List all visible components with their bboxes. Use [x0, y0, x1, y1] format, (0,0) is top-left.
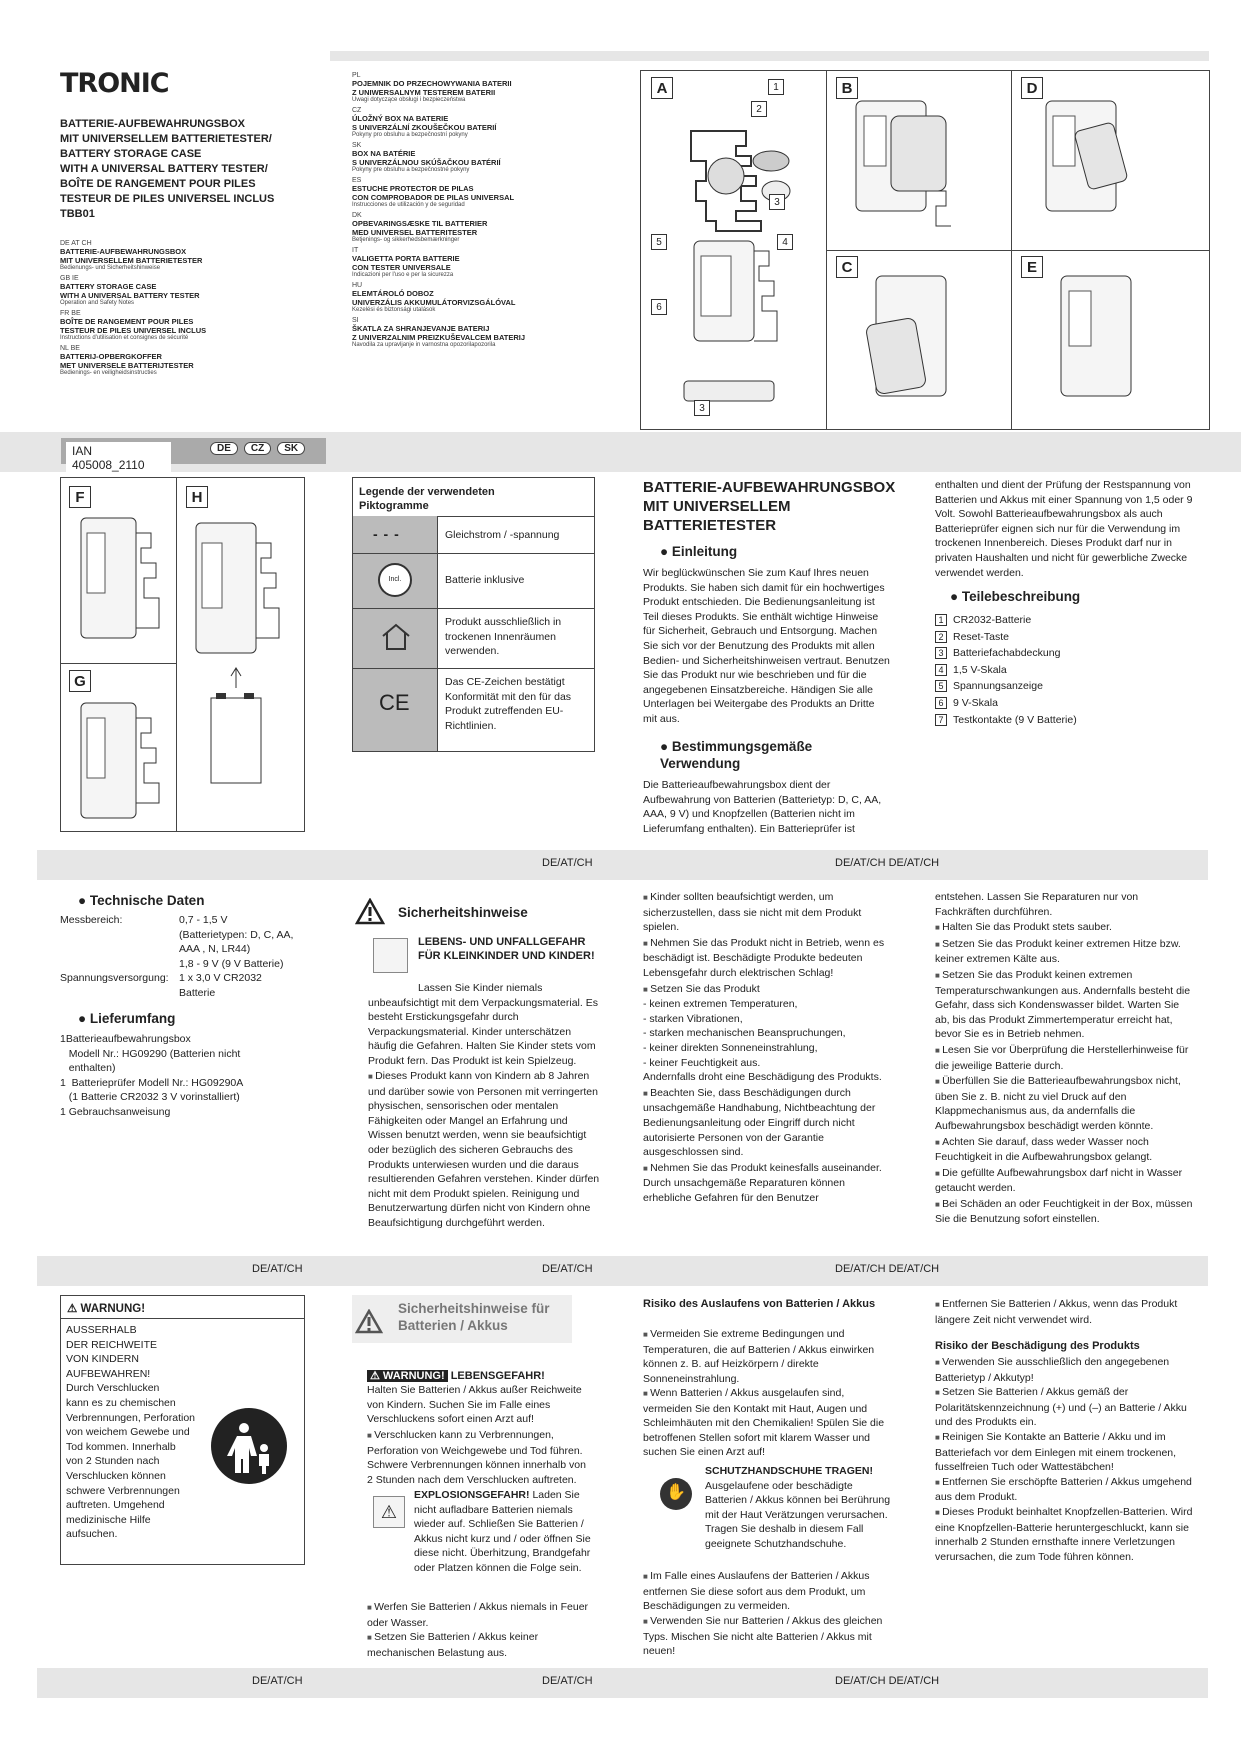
lang-entry: [60, 345, 320, 376]
lang-codes: IT: [352, 247, 359, 254]
lang-entry: [60, 275, 320, 306]
tech-value: (Batterietypen: D, C, AA,: [179, 928, 294, 941]
part-number: 2: [935, 631, 947, 643]
brand-logo: TRONIC: [60, 68, 169, 99]
part-number: 3: [935, 647, 947, 659]
lang-codes: GB IE: [60, 275, 79, 282]
tech-key: [60, 986, 179, 1001]
lang-title: BATTERIJ-OPBERGKOFFER MET UNIVERSELE BATTERIJTESTER: [60, 352, 194, 370]
scope-list: [60, 1032, 300, 1120]
tech-row: [60, 971, 300, 986]
leak-heading: Risiko des Auslaufens von Batterien / Akkus: [643, 1298, 876, 1310]
tech-value: Batterie: [179, 986, 216, 999]
legend-text-2: Batterie inklusive: [445, 574, 525, 586]
life-danger-heading: LEBENS- UND UNFALLGEFAHR FÜR KLEINKINDER UND KINDER!: [418, 936, 595, 962]
intro-text: Wir beglückwünschen Sie zum Kauf Ihres neuen Produkts. Sie haben sich damit für ein hochwertiges Produkt entschieden. Die Bedienungsanleitung ist Teil dieses Produkts. Sie enthält wichtige Hinweise für Sicherheit, Gebrauch und Entsorgung. Machen Sie sich vor der Benutzung des Produkts mit allen Bedien- und Sicherheitshinweisen vertraut. Benutzen Sie das Produkt nur wie beschrieben und für die angegebenen Einsatzbereiche. Händigen Sie alle Unterlagen bei Weitergabe des Produkts an Dritte mit aus.: [643, 567, 890, 725]
scope-item: 1 Batterieprüfer Modell Nr.: HG09290A: [60, 1076, 244, 1089]
lang-badge: DE: [210, 442, 238, 455]
damage-item: ■ Verwenden Sie ausschließlich den angegebenen Batterietyp / Akkutyp!: [935, 1355, 1195, 1385]
lang-subtitle: Instructions d'utilisation et consignes de sécurité: [60, 335, 189, 341]
lang-subtitle: Operation and Safety Notes: [60, 300, 135, 306]
cover-title-line: WITH A UNIVERSAL BATTERY TESTER/: [60, 163, 268, 175]
lang-title: BOX NA BATÉRIE S UNIVERZÁLNOU SKÚŠAČKOU BATÉRIÍ: [352, 149, 501, 167]
safety-bullet: ■ Kinder sollten beaufsichtigt werden, um sicherzustellen, dass sie nicht mit dem Produkt spielen.: [643, 890, 895, 935]
lang-codes: SI: [352, 317, 359, 324]
lang-codes: PL: [352, 72, 361, 79]
lang-subtitle: Navodila za upravljanje in varnostna opozorilapozorila: [352, 342, 496, 348]
part-item: [935, 713, 1077, 728]
figure-h-drawing: [186, 518, 301, 828]
lang-codes: SK: [352, 142, 362, 149]
lang-codes: ES: [352, 177, 362, 184]
lang-codes: FR BE: [60, 310, 81, 317]
pictogram-legend: [352, 477, 595, 752]
lang-entry: [60, 240, 320, 271]
leak-text-4: ■ Verwenden Sie nur Batterien / Akkus des gleichen Typs. Mischen Sie nicht alte Batterien / Akkus mit neuen!: [643, 1614, 895, 1659]
lang-subtitle: Instrucciones de utilización y de seguridad: [352, 202, 465, 208]
lang-entry: [352, 177, 652, 208]
ce-mark-icon: CE: [379, 690, 410, 715]
warning-box: [60, 1295, 305, 1565]
safety-bullet: ■ Setzen Sie das Produkt - keinen extremen Temperaturen, - starken Vibrationen, - starken mechanischen Beanspruchungen, - keiner direkten Sonneneinstrahlung, - keiner Feuchtigkeit aus. Andernfalls droht eine Beschädigung des Produkts.: [643, 982, 895, 1085]
cover-title-line: BOÎTE DE RANGEMENT POUR PILES: [60, 178, 256, 190]
safety-bullet: ■ Nehmen Sie das Produkt nicht in Betrieb, wenn es beschädigt ist. Beschädigte Produkte bedeuten Lebensgefahr durch elektrischen Schlag!: [643, 936, 895, 981]
lang-codes: DK: [352, 212, 362, 219]
part-label: 9 V-Skala: [953, 696, 998, 709]
gloves-body: Ausgelaufene oder beschädigte Batterien / Akkus können bei Berührung mit der Haut Verätzungen verursachen. Tragen Sie deshalb in diesem Fall geeignete Schutzhandschuhe.: [705, 1479, 891, 1550]
lang-title: ÚLOŽNÝ BOX NA BATERIE S UNIVERZÁLNÍ ZKOUŠEČKOU BATERIÍ: [352, 114, 497, 132]
safety-bullet: ■ Lesen Sie vor Überprüfung die Herstellerhinweise für die jeweilige Batterie durch.: [935, 1043, 1195, 1073]
lang-title: BOÎTE DE RANGEMENT POUR PILES TESTEUR DE PILES UNIVERSEL INCLUS: [60, 317, 207, 335]
lang-entry: [352, 142, 652, 173]
footer-3a: DE/AT/CH: [252, 1675, 303, 1687]
lang-badges: [210, 442, 305, 455]
remove-batteries-text: ■ Entfernen Sie Batterien / Akkus, wenn das Produkt längere Zeit nicht verwendet wird.: [935, 1297, 1195, 1327]
intro-heading: ● Einleitung: [660, 543, 737, 560]
part-item: [935, 613, 1077, 628]
lang-codes: DE AT CH: [60, 240, 92, 247]
footer-band-3: [37, 1668, 1208, 1698]
lang-title: BATTERIE-AUFBEWAHRUNGSBOX MIT UNIVERSELLEM BATTERIETESTER: [60, 247, 203, 265]
warning-line: von weichem Gewebe und: [66, 1426, 190, 1439]
keep-from-children-icon: [209, 1406, 289, 1486]
safety-heading: Sicherheitshinweise: [398, 905, 528, 920]
safety-bullet: ■ Beachten Sie, dass Beschädigungen durch unsachgemäße Handhabung, Nichtbeachtung der Bedienungsanleitung oder Eingriff durch nicht autorisierte Personen von der Garantie ausgeschlossen sind.: [643, 1086, 895, 1160]
footer-1a: DE/AT/CH: [542, 857, 593, 869]
scope-item: Modell Nr.: HG09290 (Batterien nicht: [60, 1047, 241, 1060]
ian-number: IAN 405008_2110: [66, 442, 171, 474]
part-label: Spannungsanzeige: [953, 680, 1043, 693]
lang-entry: [352, 212, 652, 243]
figure-d-drawing: [1021, 96, 1196, 246]
tech-value: 0,7 - 1,5 V: [179, 914, 228, 926]
lang-entry: [352, 247, 652, 278]
tech-key: Messbereich:: [60, 914, 123, 926]
cover-title-line: BATTERY STORAGE CASE: [60, 148, 202, 160]
gloves-heading: SCHUTZHANDSCHUHE TRAGEN!: [705, 1465, 873, 1477]
tech-value: 1,8 - 9 V (9 V Batterie): [179, 957, 284, 970]
intended-use-text-cont: enthalten und dient der Prüfung der Restspannung von Batterien und Akkus mit einer Spannung von 1,5 oder 9 Volt. Sowohl Batterieaufbewahrungsbox als auch Batterieprüfer eignen sich nur für die Verwendung im trockenen Innenbereich. Dieses Produkt darf nur in privaten Haushalten und nicht für gewerbliche Zwecke verwendet werden.: [935, 479, 1193, 579]
safety-col-3: [643, 890, 895, 1206]
lang-title: VALIGETTA PORTA BATTERIE CON TESTER UNIVERSALE: [352, 254, 460, 272]
figure-label-f: F: [69, 486, 91, 508]
warning-line: kann es zu chemischen: [66, 1396, 176, 1409]
figure-g-drawing: [71, 698, 171, 828]
warning-line: von 2 Stunden nach: [66, 1455, 160, 1468]
tech-data: [60, 913, 300, 1001]
child-hazard-icon: [373, 938, 408, 973]
part-label: Testkontakte (9 V Batterie): [953, 713, 1077, 726]
leak-text-3: ■ Im Falle eines Auslaufens der Batterien / Akkus entfernen Sie diese sofort aus dem Produkt, um Beschädigungen zu vermeiden.: [643, 1569, 895, 1614]
lang-subtitle: Kezelési és biztonsági utalások: [352, 307, 436, 313]
warning-triangle-icon-2: [355, 1309, 383, 1334]
warning-line: Durch Verschlucken: [66, 1382, 160, 1395]
damage-item: ■ Dieses Produkt beinhaltet Knopfzellen-Batterien. Wird eine Knopfzellen-Batterie heruntergeschluckt, kann sie innerhalb 2 Stunden ernsthafte innere Verletzungen verursachen, die zum Tode führen können.: [935, 1505, 1195, 1564]
safety-bullet: ■ Bei Schäden an oder Feuchtigkeit in der Box, müssen Sie die Benutzung sofort einstellen.: [935, 1197, 1195, 1227]
footer-band-1: [37, 850, 1208, 880]
legend-text-1: Gleichstrom / -spannung: [445, 529, 560, 541]
part-number: 1: [935, 614, 947, 626]
warning-line: medizinische Hilfe: [66, 1513, 151, 1526]
damage-item: ■ Setzen Sie Batterien / Akkus gemäß der Polaritätskennzeichnung (+) und (–) an Batterie / Akku und des Produkts ein.: [935, 1385, 1195, 1430]
gloves-icon: ✋: [660, 1478, 692, 1510]
lang-entry: [352, 317, 652, 348]
tech-heading: ● Technische Daten: [78, 892, 204, 909]
callout-3: 3: [769, 194, 785, 210]
legend-title: Legende der verwendeten Piktogramme: [359, 486, 495, 512]
warning-line: AUSSERHALB: [66, 1324, 137, 1336]
intended-use-text: Die Batterieaufbewahrungsbox dient der Aufbewahrung von Batterien (Batterietyp: D, C, AA, AAA, 9 V) und Knopfzellen (Batterien nicht im Lieferumfang enthalten). Ein Batterieprüfer ist: [643, 779, 882, 835]
intended-use-heading: ● Bestimmungsgemäße Verwendung: [660, 738, 890, 772]
warning-line: AUFBEWAHREN!: [66, 1367, 151, 1380]
lang-subtitle: Betjenings- og sikkerhedsbemærkninger: [352, 237, 460, 243]
part-item: [935, 630, 1077, 645]
lang-entry: [352, 107, 652, 138]
part-number: 6: [935, 697, 947, 709]
part-label: Reset-Taste: [953, 630, 1010, 643]
figure-label-h: H: [186, 486, 208, 508]
tech-row: [60, 957, 300, 972]
tech-key: Spannungsversorgung:: [60, 972, 169, 985]
figure-panel-top: [640, 70, 1210, 430]
warning-line: Verbrennungen, Perforation: [66, 1411, 196, 1424]
warning-line: aufsuchen.: [66, 1528, 118, 1541]
warning-line: auftreten. Umgehend: [66, 1499, 165, 1512]
tech-row: [60, 928, 300, 943]
warning-box-text: [66, 1323, 206, 1542]
part-label: CR2032-Batterie: [953, 614, 1032, 626]
lang-title: OPBEVARINGSÆSKE TIL BATTERIER MED UNIVERSEL BATTERITESTER: [352, 219, 488, 237]
gloves-text: [705, 1464, 895, 1552]
callout-2: 2: [751, 101, 767, 117]
tech-row: [60, 942, 300, 957]
explosion-icon: ⚠: [373, 1496, 405, 1528]
leak-text-2: ■ Wenn Batterien / Akkus ausgelaufen sind, vermeiden Sie den Kontakt mit Haut, Augen und Schleimhäuten mit den Chemikalien! Spülen Sie die betroffenen Stellen sofort mit klarem Wasser und suchen Sie einen Arzt auf!: [643, 1386, 895, 1460]
lang-subtitle: Bedienungs- und Sicherheitshinweise: [60, 265, 161, 271]
part-item: [935, 646, 1077, 661]
warning-box-title-text: WARNUNG!: [80, 1303, 146, 1315]
warning-triangle-icon: [355, 898, 385, 925]
tech-value: AAA , N, LR44): [179, 943, 251, 956]
footer-band-2: [37, 1256, 1208, 1286]
warning-label-text: WARNUNG!: [382, 1370, 445, 1382]
part-label: 1,5 V-Skala: [953, 663, 1007, 676]
life-danger-text-2: ■ Dieses Produkt kann von Kindern ab 8 Jahren und darüber sowie von Personen mit verringerten physischen, sensorischen oder mentalen Fähigkeiten oder Mangel an Erfahrung und Wissen benutzt werden, wenn sie beaufsichtigt oder bezüglich des sicheren Gebrauchs des Produkts unterwiesen wurden und die daraus resultierenden Gefahren verstehen. Kinder dürfen nicht mit dem Produkt spielen. Reinigung und Benutzerwartung dürfen nicht von Kindern ohne Beaufsichtigung durchgeführt werden.: [368, 1069, 600, 1231]
figure-label-g: G: [69, 670, 91, 692]
part-item: [935, 679, 1077, 694]
scope-heading: ● Lieferumfang: [78, 1010, 175, 1027]
warning-line: Tod kommen. Innerhalb: [66, 1440, 176, 1453]
life-danger-label: LEBENSGEFAHR!: [450, 1370, 545, 1382]
dc-symbol-icon: - - -: [373, 526, 400, 542]
part-item: [935, 663, 1077, 678]
lang-subtitle: Bedienings- en veiligheidsinstructies: [60, 370, 157, 376]
cover-top-band: [330, 51, 1209, 61]
tech-value: 1 x 3,0 V CR2032: [179, 972, 262, 985]
parts-list: [935, 613, 1077, 729]
figure-label-a: A: [651, 77, 673, 99]
scope-item: enthalten): [60, 1062, 116, 1075]
lang-subtitle: Pokyny pro obsluhu a bezpečnostní pokyny: [352, 132, 468, 138]
leak-text-1: ■ Vermeiden Sie extreme Bedingungen und Temperaturen, die auf Batterien / Akkus einwirken können z. B. auf Heizkörpern / direkte Sonneneinstrahlung.: [643, 1327, 895, 1386]
lang-entry: [60, 310, 320, 341]
figure-f-drawing: [71, 513, 171, 658]
cover-lang-list-2: [352, 72, 652, 352]
lang-subtitle: Pokyny pre obsluhu a bezpečnostné pokyny: [352, 167, 470, 173]
damage-item: ■ Reinigen Sie Kontakte an Batterie / Akku und im Batteriefach vor dem Einlegen mit einem trockenen, fusselfreien Tuch oder Wattestäbchen!: [935, 1430, 1195, 1475]
safety-bullet: ■ Achten Sie darauf, dass weder Wasser noch Feuchtigkeit in die Aufbewahrungsbox gelangt.: [935, 1135, 1195, 1165]
warning-line: VON KINDERN: [66, 1353, 139, 1366]
figure-b-drawing: [836, 96, 1011, 246]
figure-a-drawing: [656, 91, 821, 421]
warning-line: DER REICHWEITE: [66, 1338, 158, 1351]
cover-title: [60, 117, 320, 222]
warning-line: schwere Verbrennungen: [66, 1484, 180, 1497]
life-danger-text: Lassen Sie Kinder niemals unbeaufsichtigt mit dem Verpackungsmaterial. Es besteht Erstickungsgefahr durch Verpackungsmaterial. Kinder unterschätzen häufig die Gefahren. Halten Sie Kinder stets vom Produkt fern. Das Produkt ist kein Spielzeug.: [368, 982, 598, 1067]
lang-title: ELEMTÁROLÓ DOBOZ UNIVERZÁLIS AKKUMULÁTORVIZSGÁLÓVAL: [352, 289, 516, 307]
footer-3c: DE/AT/CH DE/AT/CH: [835, 1675, 940, 1687]
parts-heading: ● Teilebeschreibung: [950, 588, 1080, 605]
lang-title: BATTERY STORAGE CASE WITH A UNIVERSAL BATTERY TESTER: [60, 282, 200, 300]
footer-2a: DE/AT/CH: [252, 1263, 303, 1275]
battery-text-4: ■ Setzen Sie Batterien / Akkus keiner mechanischen Belastung aus.: [367, 1630, 592, 1660]
cover-title-line: TBB01: [60, 208, 95, 220]
figure-label-b: B: [836, 77, 858, 99]
scope-item: 1 Gebrauchsanweisung: [60, 1105, 171, 1118]
figure-c-drawing: [836, 271, 1011, 421]
tech-key: [60, 942, 179, 957]
part-item: [935, 696, 1077, 711]
battery-included-icon: Incl.: [378, 563, 412, 597]
lang-subtitle: Indicazioni per l'uso e per la sicurezza: [352, 272, 454, 278]
lang-entry: [352, 282, 652, 313]
warning-box-title: ⚠ WARNUNG!: [67, 1303, 146, 1315]
lang-title: ESTUCHE PROTECTOR DE PILAS CON COMPROBADOR DE PILAS UNIVERSAL: [352, 184, 515, 202]
explosion-body: Laden Sie nicht aufladbare Batterien niemals wieder auf. Schließen Sie Batterien / Akkus nicht kurz und / oder öffnen Sie diese nicht. Überhitzung, Brandgefahr oder Platzen können die Folge sein.: [414, 1489, 591, 1574]
cover-title-line: MIT UNIVERSELLEM BATTERIETESTER/: [60, 133, 272, 145]
lang-entry: [352, 72, 652, 103]
cover-lang-list-1: [60, 240, 320, 380]
tech-row: [60, 986, 300, 1001]
callout-3b: 3: [694, 400, 710, 416]
explosion-heading: EXPLOSIONSGEFAHR!: [414, 1489, 530, 1501]
tech-key: [60, 928, 179, 943]
battery-text-2: ■ Verschlucken kann zu Verbrennungen, Perforation von Weichgewebe und Tod führen. Schwere Verbrennungen können innerhalb von 2 Stunden nach dem Verschlucken auftreten.: [367, 1428, 592, 1487]
part-label: Batteriefachabdeckung: [953, 647, 1061, 660]
safety-bullet: ■ Nehmen Sie das Produkt keinesfalls auseinander. Durch unsachgemäße Reparaturen können erhebliche Gefahren für den Benutzer: [643, 1161, 895, 1206]
main-title: BATTERIE-AUFBEWAHRUNGSBOX MIT UNIVERSELLEM BATTERIETESTER: [643, 479, 896, 534]
callout-6: 6: [651, 299, 667, 315]
cover-title-line: BATTERIE-AUFBEWAHRUNGSBOX: [60, 118, 245, 130]
cover-title-line: TESTEUR DE PILES UNIVERSEL INCLUS: [60, 193, 275, 205]
figure-label-d: D: [1021, 77, 1043, 99]
lang-badge: SK: [277, 442, 305, 455]
scope-item: 1Batterieaufbewahrungsbox: [60, 1033, 191, 1045]
safety-bullet: ■ Halten Sie das Produkt stets sauber.: [935, 920, 1195, 936]
callout-5: 5: [651, 234, 667, 250]
legend-text-4: Das CE-Zeichen bestätigt Konformität mit den für das Produkt zutreffenden EU-Richtlinien.: [445, 676, 572, 732]
part-number: 7: [935, 714, 947, 726]
legend-text-3: Produkt ausschließlich in trockenen Innenräumen verwenden.: [445, 616, 562, 658]
callout-1: 1: [768, 79, 784, 95]
safety-bullet: ■ Setzen Sie das Produkt keiner extremen Hitze bzw. keiner extremen Kälte aus.: [935, 937, 1195, 967]
safety-bullet: entstehen. Lassen Sie Reparaturen nur von Fachkräften durchführen.: [935, 891, 1139, 918]
explosion-text: [414, 1488, 594, 1576]
safety-bullet: ■ Überfüllen Sie die Batterieaufbewahrungsbox nicht, üben Sie z. B. nicht zu viel Druck auf den Klappmechanismus aus, da andernfalls die Aufbewahrungsbox beschädigt werden könnte.: [935, 1074, 1195, 1133]
callout-4: 4: [777, 234, 793, 250]
part-number: 5: [935, 680, 947, 692]
figure-label-c: C: [836, 256, 858, 278]
damage-list: [935, 1355, 1195, 1564]
figure-e-drawing: [1021, 271, 1196, 421]
footer-2c: DE/AT/CH DE/AT/CH: [835, 1263, 940, 1275]
lang-subtitle: Uwagi dotyczące obsługi i bezpieczeństwa: [352, 97, 466, 103]
battery-text-1: Halten Sie Batterien / Akkus außer Reichweite von Kindern. Suchen Sie im Falle eines Verschluckens sofort einen Arzt auf!: [367, 1384, 582, 1426]
safety-bullet: ■ Die gefüllte Aufbewahrungsbox darf nicht in Wasser getaucht werden.: [935, 1166, 1195, 1196]
lang-title: ŠKATLA ZA SHRANJEVANJE BATERIJ Z UNIVERZALNIM PREIZKUŠEVALCEM BATERIJ: [352, 324, 526, 342]
part-number: 4: [935, 664, 947, 676]
lang-badge: CZ: [244, 442, 271, 455]
warning-label: ⚠ WARNUNG! LEBENSGEFAHR!: [367, 1369, 545, 1382]
safety-bullet: ■ Setzen Sie das Produkt keinen extremen Temperaturschwankungen aus. Andernfalls besteht die Gefahr, dass sich Kondenswasser bildet. Warten Sie ab, bis das Produkt Zimmertemperatur erreicht hat, bevor Sie es in Betrieb nehmen.: [935, 968, 1195, 1042]
damage-item: ■ Entfernen Sie erschöpfte Batterien / Akkus umgehend aus dem Produkt.: [935, 1475, 1195, 1505]
damage-heading: Risiko der Beschädigung des Produkts: [935, 1340, 1140, 1352]
tech-row: [60, 913, 300, 928]
footer-3b: DE/AT/CH: [542, 1675, 593, 1687]
battery-safety-heading: Sicherheitshinweise für Batterien / Akkus: [398, 1301, 550, 1333]
lang-codes: CZ: [352, 107, 362, 114]
lang-codes: HU: [352, 282, 363, 289]
house-icon: [380, 621, 412, 653]
scope-item: (1 Batterie CR2032 3 V vorinstalliert): [60, 1091, 240, 1104]
tech-key: [60, 957, 179, 972]
footer-1b: DE/AT/CH DE/AT/CH: [835, 857, 940, 869]
figure-panel-left: [60, 477, 305, 832]
lang-title: POJEMNIK DO PRZECHOWYWANIA BATERII Z UNIWERSALNYM TESTEREM BATERII: [352, 79, 512, 97]
warning-line: Verschlucken können: [66, 1469, 166, 1482]
figure-label-e: E: [1021, 256, 1043, 278]
lang-codes: NL BE: [60, 345, 80, 352]
safety-col-4: [935, 890, 1195, 1228]
battery-text-3: ■ Werfen Sie Batterien / Akkus niemals in Feuer oder Wasser.: [367, 1600, 592, 1630]
footer-2b: DE/AT/CH: [542, 1263, 593, 1275]
